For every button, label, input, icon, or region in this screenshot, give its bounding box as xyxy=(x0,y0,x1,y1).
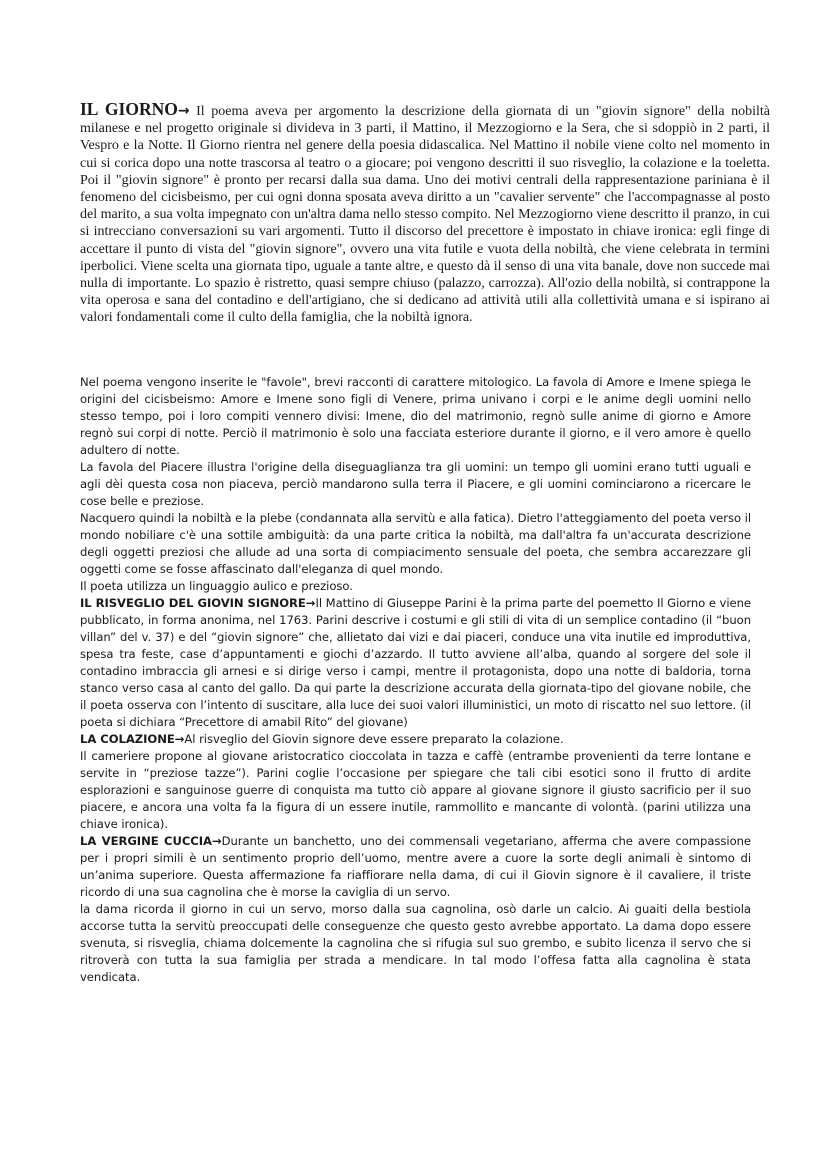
section-title-il-giorno: IL GIORNO xyxy=(80,99,178,119)
il-giorno-paragraph xyxy=(80,101,770,327)
paragraph-nobilta: Nacquero quindi la nobiltà e la plebe (condannata alla servitù e alla fatica). Dietro l'atteggiamento del poeta verso il mondo nobiliare c'è una sottile ambiguità: da una parte critica la nobiltà, ma dall'altra fa un'accurata descrizione degli oggetti preziosi che allude ad una sorta di compiacimento sensuale del poeta, che sembra accarezzare gli oggetti come se fosse affascinato dall'eleganza di quel mondo. xyxy=(80,511,751,576)
section-title-colazione: LA COLAZIONE xyxy=(80,732,175,746)
cuccia-text: Durante un banchetto, uno dei commensali vegetariano, afferma che avere compassione per i propri simili è un sentimento proprio dell’uomo, mentre avere a cuore la sorte degli animali è sintomo di un’anima superiore. Questa affermazione fa riaffiorare nella dama, di cui il Giovin signore è il cavaliere, il triste ricordo di una sua cagnolina che è morse la caviglia di un servo. xyxy=(80,834,751,899)
risveglio-paragraph xyxy=(80,595,751,731)
arrow-icon: → xyxy=(305,596,316,610)
arrow-icon: → xyxy=(177,103,190,119)
section-title-cuccia: LA VERGINE CUCCIA xyxy=(80,834,212,848)
section-title-risveglio: IL RISVEGLIO DEL GIOVIN SIGNORE xyxy=(80,596,306,610)
paragraph-linguaggio: Il poeta utilizza un linguaggio aulico e prezioso. xyxy=(80,579,353,593)
il-giorno-section xyxy=(80,101,770,327)
paragraph-favole: Nel poema vengono inserite le "favole", brevi racconti di carattere mitologico. La favola di Amore e Imene spiega le origini del cicisbeismo: Amore e Imene sono figli di Venere, prima univano i corpi e le anime degli uomini nello stesso tempo, poi i loro compiti vennero divisi: Imene, dio del matrimonio, regnò sulle anime di giorno e Amore regnò sui corpi di notte. Perciò il matrimonio è solo una facciata esteriore durante il giorno, e il vero amore è quello adultero di notte. xyxy=(80,375,751,457)
arrow-icon: → xyxy=(174,732,185,746)
risveglio-text: Il Mattino di Giuseppe Parini è la prima parte del poemetto Il Giorno e viene pubblicato, in forma anonima, nel 1763. Parini descrive i costumi e gli stili di vita di un semplice contadino (il “buon villan” del v. 37) e del “giovin signore” che, allietato dai vizi e dai piaceri, conduce una vita inutile ed improduttiva, spesa tra feste, case d’appuntamenti e giochi d’azzardo. Il tutto avviene all’alba, quando al sorgere del sole il contadino imbraccia gli arnesi e si dirige verso i campi, mentre il protagonista, dopo una notte di baldoria, torna stanco verso casa al canto del gallo. Da qui parte la descrizione accurata della giornata-tipo del giovane nobile, che il poeta osserva con l’intento di suscitare, alla luce dei suoi valori illuministici, un moto di riscatto nel suo lettore. (il poeta si dichiara “Precettore di amabil Rito” del giovane) xyxy=(80,596,751,729)
colazione-paragraph-2: Il cameriere propone al giovane aristocratico cioccolata in tazza e caffè (entrambe provenienti da terre lontane e servite in “preziose tazze”). Parini coglie l’occasione per spiegare che tali cibi esotici sono il frutto di ardite esplorazioni e sanguinose guerre di conquista ma tutto ciò appare al giovane signore il giusto sacrificio per il suo piacere, e ancora una volta fa la figura di un essere inutile, rammollito e mancante di volontà. (parini utilizza una chiave ironica). xyxy=(80,749,751,831)
paragraph-piacere: La favola del Piacere illustra l'origine della diseguaglianza tra gli uomini: un tempo gli uomini erano tutti uguali e agli dèi questa cosa non piaceva, perciò mandarono sulla terra il Piacere, e gli uomini cominciarono a ricercare le cose belle e preziose. xyxy=(80,460,751,508)
cuccia-paragraph xyxy=(80,833,751,901)
colazione-text: Al risveglio del Giovin signore deve essere preparato la colazione. xyxy=(184,732,564,746)
cuccia-paragraph-2: la dama ricorda il giorno in cui un servo, morso dalla sua cagnolina, osò darle un calcio. Ai guaiti della bestiola accorse tutta la servitù preoccupati delle conseguenze che questo gesto avrebbe apportato. La dama dopo essere svenuta, si risveglia, chiama dolcemente la cagnolina che si rifugia sul suo grembo, e subito licenza il servo che si ritroverà con tutta la sua famiglia per strada a mendicare. In tal modo l’offesa fatta alla cagnolina è stata vendicata. xyxy=(80,902,751,984)
colazione-paragraph xyxy=(80,731,751,748)
body-text xyxy=(80,374,751,986)
il-giorno-text: Il poema aveva per argomento la descrizione della giornata di un "giovin signore" della nobiltà milanese e nel progetto originale si divideva in 3 parti, il Mattino, il Mezzogiorno e la Sera, che si sdoppiò in 2 parti, il Vespro e la Notte. Il Giorno rientra nel genere della poesia didascalica. Nel Mattino il nobile viene colto nel momento in cui si corica dopo una notte trascorsa al teatro o a giocare; poi vengono descritti il suo risveglio, la colazione e la toeletta. Poi il "giovin signore" è pronto per recarsi dalla sua dama. Uno dei motivi centrali della rappresentazione pariniana è il fenomeno del cicisbeismo, per cui ogni donna sposata aveva diritto a un "cavalier servente" che l'accompagnasse al posto del marito, a sua volta impegnato con un'altra dama nello stesso compito. Nel Mezzogiorno viene descritto il pranzo, in cui si intrecciano conversazioni su vari argomenti. Tutto il discorso del precettore è impostato in chiave ironica: egli finge di accettare il punto di vista del "giovin signore", ovvero una vita futile e vuota della nobiltà, che viene celebrata in termini iperbolici. Viene scelta una giornata tipo, uguale a tante altre, e questo dà il senso di una vita banale, dove non succede mai nulla di importante. Lo spazio è ristretto, quasi sempre chiuso (palazzo, carrozza). All'ozio della nobiltà, si contrappone la vita operosa e sana del contadino e dell'artigiano, che si dedicano ad attività utili alla collettività umana e si ispirano ai valori fondamentali come il culto della famiglia, che la nobiltà ignora. xyxy=(80,104,770,326)
arrow-icon: → xyxy=(211,834,222,848)
